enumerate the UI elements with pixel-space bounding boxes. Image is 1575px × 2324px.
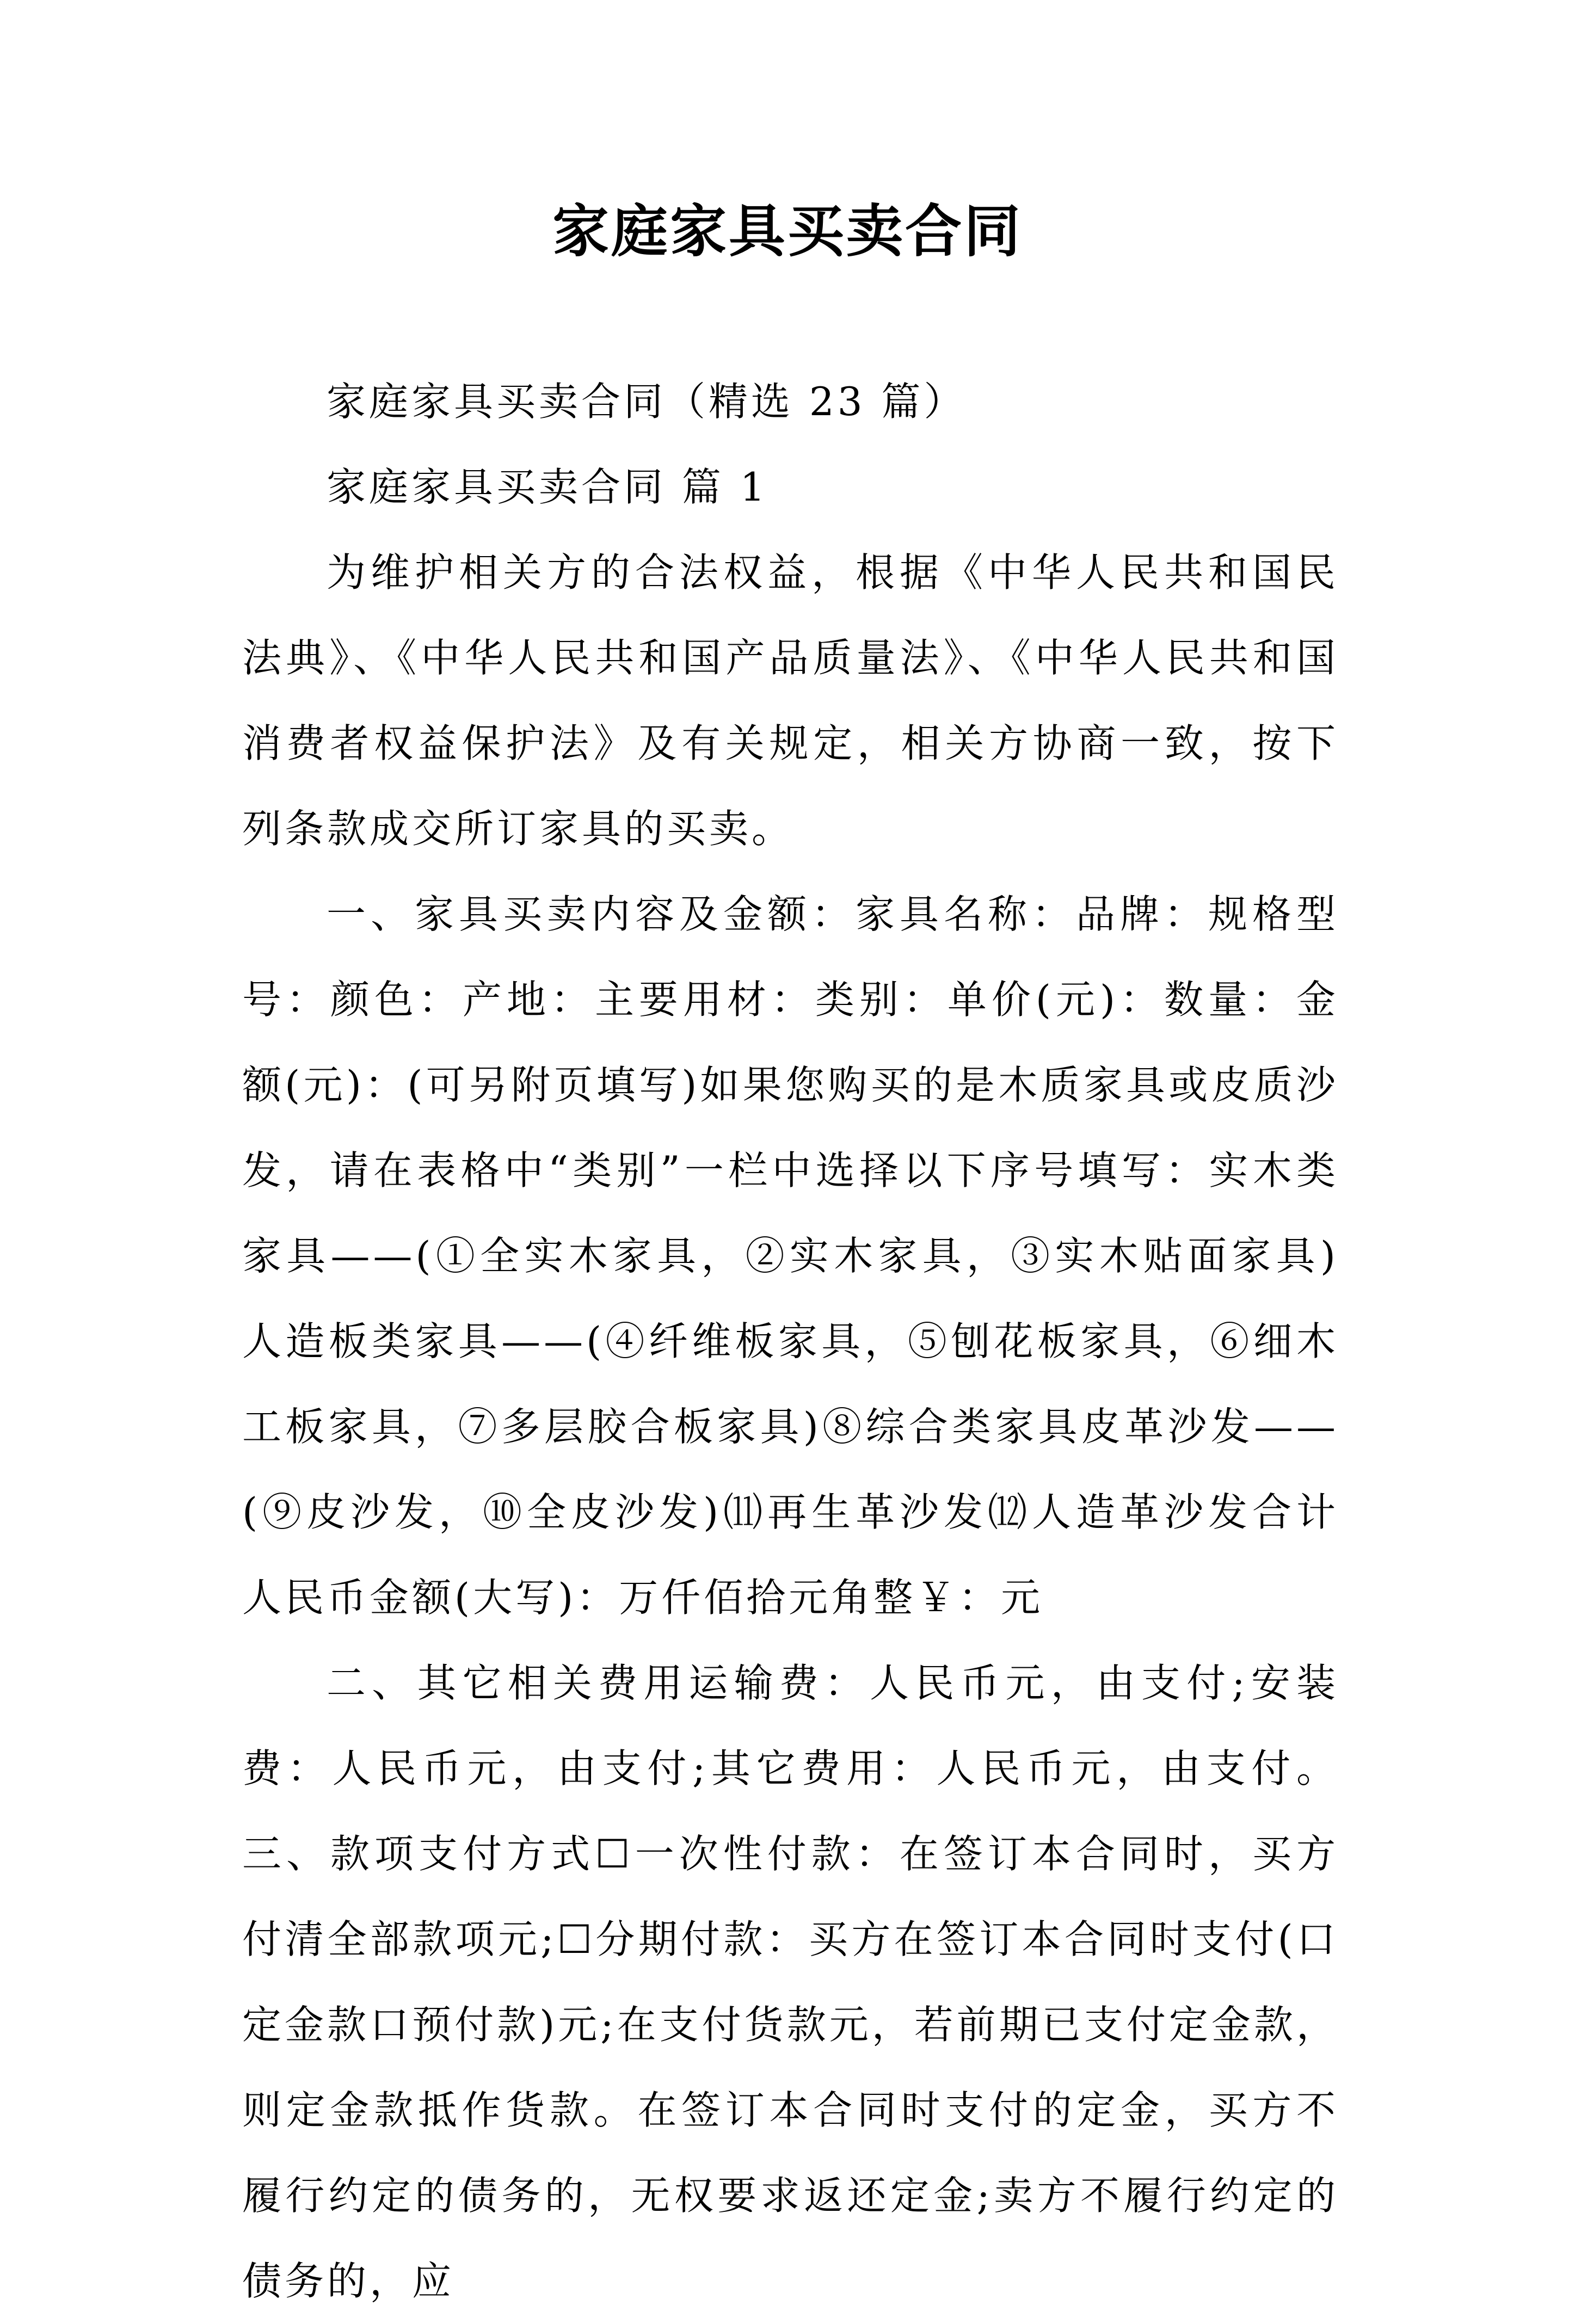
paragraph-article-2: 二、其它相关费用运输费：人民币元，由支付;安装费：人民币元，由支付;其它费用：人民币元，由支付。三、款项支付方式☐一次性付款：在签订本合同时，买方付清全部款项元;☐分期付款：买方在签订本合同时支付(口定金款口预付款)元;在支付货款元，若前期已支付定金款，则定金款抵作货款。在签订本合同时支付的定金，买方不履行约定的债务的，无权要求返还定金;卖方不履行约定的债务的，应 <box>242 1660 1339 2304</box>
paragraph-intro: 为维护相关方的合法权益，根据《中华人民共和国民法典》、《中华人民共和国产品质量法》、《中华人民共和国消费者权益保护法》及有关规定，相关方协商一致，按下列条款成交所订家具的买卖。 <box>242 550 1339 852</box>
paragraph-article-1: 一、家具买卖内容及金额：家具名称：品牌：规格型号：颜色：产地：主要用材：类别：单价(元)：数量：金额(元)：(可另附页填写)如果您购买的是木质家具或皮质沙发，请在表格中“类别”一栏中选择以下序号填写：实木类家具——(①全实木家具，②实木家具，③实木贴面家具)人造板类家具——(④纤维板家具，⑤刨花板家具，⑥细木工板家具，⑦多层胶合板家具)⑧综合类家具皮革沙发——(⑨皮沙发，⑩全皮沙发)⑾再生革沙发⑿人造革沙发合计人民币金额(大写)：万仟佰拾元角整￥：元 <box>242 891 1339 1620</box>
document-body <box>242 359 1339 2324</box>
document-title: 家庭家具买卖合同 <box>552 198 1023 264</box>
document-subtitle: 家庭家具买卖合同（精选 23 篇） <box>327 379 967 424</box>
section-heading: 家庭家具买卖合同 篇 1 <box>327 464 768 510</box>
